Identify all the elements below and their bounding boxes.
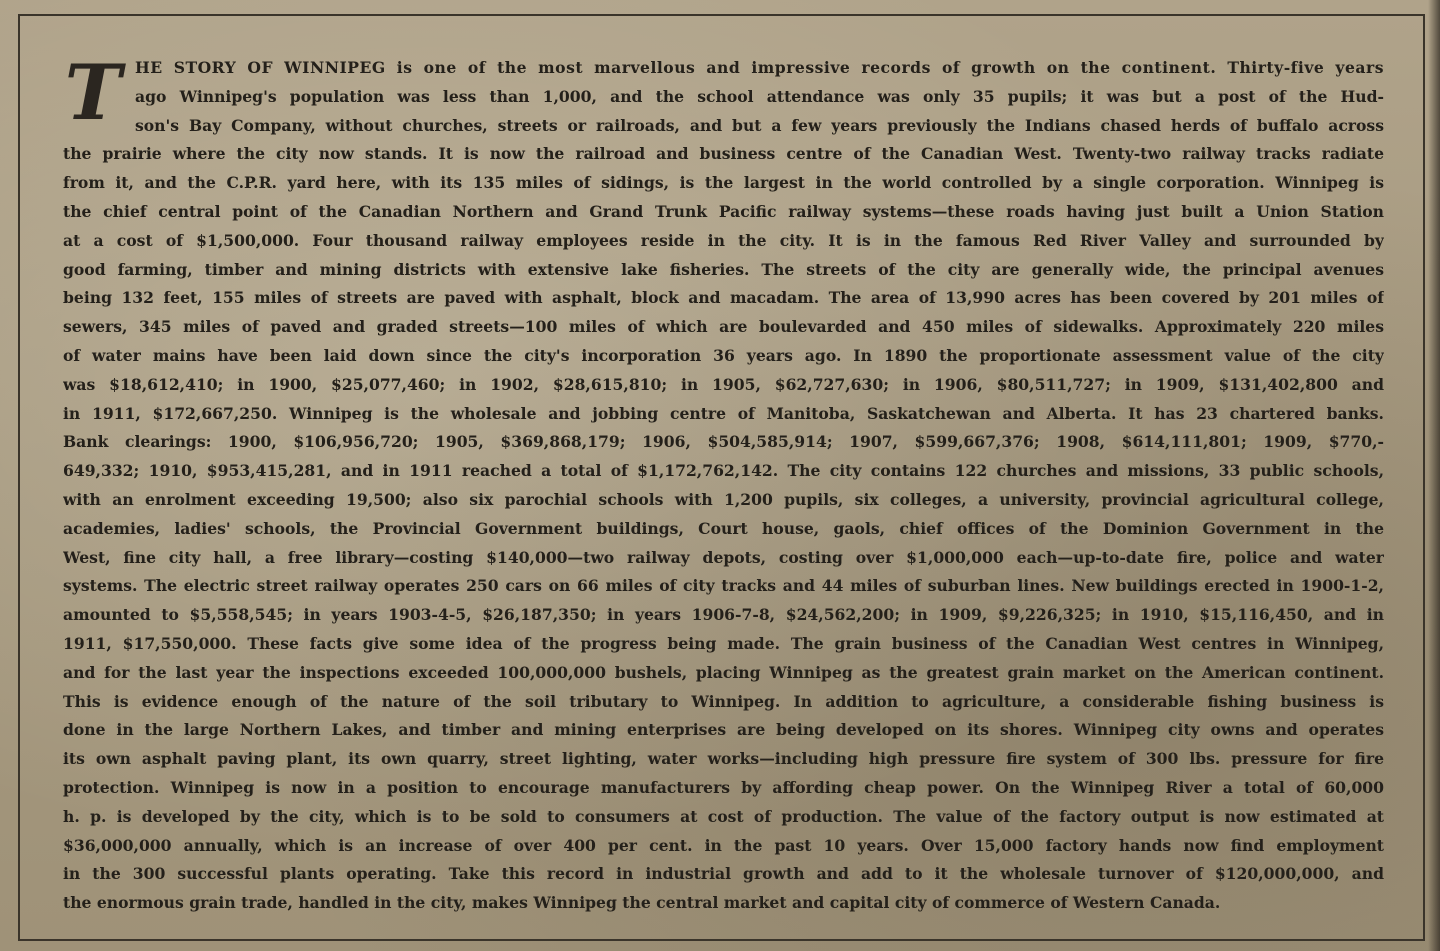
card-edge-shadow xyxy=(1428,0,1440,951)
text-line: was $18,612,410; in 1900, $25,077,460; in 1902, $28,615,810; in 1905, $62,727,630; in 1906, $80,511,727; in 1909, $131,402,800 and xyxy=(63,374,1384,394)
text-line: from it, and the C.P.R. yard here, with its 135 miles of sidings, is the largest in the world controlled by a single corporation. Winnipeg is xyxy=(63,173,1384,193)
text-line: This is evidence enough of the nature of the soil tributary to Winnipeg. In addition to agriculture, a considerable fishing business is xyxy=(63,691,1384,711)
text-line: 1911, $17,550,000. These facts give some idea of the progress being made. The grain business of the Canadian West centres in Winnipeg, xyxy=(63,633,1384,653)
text-line: done in the large Northern Lakes, and timber and mining enterprises are being developed on its shores. Winnipeg city owns and operates xyxy=(63,720,1384,740)
text-line: protection. Winnipeg is now in a position to encourage manufacturers by affording cheap power. On the Winnipeg River a total of 60,000 xyxy=(63,777,1384,797)
text-line: the prairie where the city now stands. It is now the railroad and business centre of the Canadian West. Twenty-two railway tracks radiate xyxy=(63,144,1384,164)
text-line: its own asphalt paving plant, its own quarry, street lighting, water works—including high pressure fire system of 300 lbs. pressure for fire xyxy=(63,749,1384,769)
text-line: 649,332; 1910, $953,415,281, and in 1911 reached a total of $1,172,762,142. The city contains 122 churches and missions, 33 public schools, xyxy=(63,461,1384,481)
text-line: sewers, 345 miles of paved and graded streets—100 miles of which are boulevarded and 450 miles of sidewalks. Approximately 220 miles xyxy=(63,317,1384,337)
text-line: of water mains have been laid down since the city's incorporation 36 years ago. In 1890 the proportionate assessment value of the city xyxy=(63,345,1384,365)
text-line: good farming, timber and mining districts with extensive lake fisheries. The streets of the city are generally wide, the principal avenues xyxy=(63,259,1384,279)
text-line: ago Winnipeg's population was less than 1,000, and the school attendance was only 35 pupils; it was but a post of the Hud- xyxy=(135,86,1384,106)
text-line: HE STORY OF WINNIPEG is one of the most marvellous and impressive records of growth on the continent. Thirty-five years xyxy=(135,58,1384,77)
text-line: being 132 feet, 155 miles of streets are paved with asphalt, block and macadam. The area of 13,990 acres has been covered by 201 miles of xyxy=(63,288,1384,308)
text-line: with an enrolment exceeding 19,500; also six parochial schools with 1,200 pupils, six colleges, a university, provincial agricultural college, xyxy=(63,489,1384,509)
text-line: at a cost of $1,500,000. Four thousand railway employees reside in the city. It is in the famous Red River Valley and surrounded by xyxy=(63,230,1384,250)
text-line: and for the last year the inspections exceeded 100,000,000 bushels, placing Winnipeg as the greatest grain market on the American continent. xyxy=(63,662,1384,682)
text-line: h. p. is developed by the city, which is to be sold to consumers at cost of production. The value of the factory output is now estimated at xyxy=(63,806,1384,826)
text-line: $36,000,000 annually, which is an increase of over 400 per cent. in the past 10 years. Over 15,000 factory hands now find employment xyxy=(63,835,1384,855)
drop-cap-letter: T xyxy=(64,48,122,137)
text-line: amounted to $5,558,545; in years 1903-4-5, $26,187,350; in years 1906-7-8, $24,562,200; in 1909, $9,226,325; in 1910, $15,116,450, and in xyxy=(63,605,1384,625)
text-line: the chief central point of the Canadian Northern and Grand Trunk Pacific railway systems—these roads having just built a Union Station xyxy=(63,201,1384,221)
text-line: systems. The electric street railway operates 250 cars on 66 miles of city tracks and 44 miles of suburban lines. New buildings erected in 1900-1-2, xyxy=(63,576,1384,596)
text-line: Bank clearings: 1900, $106,956,720; 1905, $369,868,179; 1906, $504,585,914; 1907, $599,667,376; 1908, $614,111,801; 1909, $770,- xyxy=(63,432,1384,452)
text-line: son's Bay Company, without churches, streets or railroads, and but a few years previously the Indians chased herds of buffalo across xyxy=(135,115,1384,135)
text-line: in the 300 successful plants operating. Take this record in industrial growth and add to it the wholesale turnover of $120,000,000, and xyxy=(63,864,1384,884)
text-line: in 1911, $172,667,250. Winnipeg is the wholesale and jobbing centre of Manitoba, Saskatchewan and Alberta. It has 23 chartered banks. xyxy=(63,403,1384,423)
text-line: academies, ladies' schools, the Provincial Government buildings, Court house, gaols, chief offices of the Dominion Government in the xyxy=(63,518,1384,538)
body-text xyxy=(63,48,1384,918)
text-line: West, fine city hall, a free library—costing $140,000—two railway depots, costing over $1,000,000 each—up-to-date fire, police and water xyxy=(63,547,1384,567)
text-line: the enormous grain trade, handled in the city, makes Winnipeg the central market and capital city of commerce of Western Canada. xyxy=(63,893,1221,913)
